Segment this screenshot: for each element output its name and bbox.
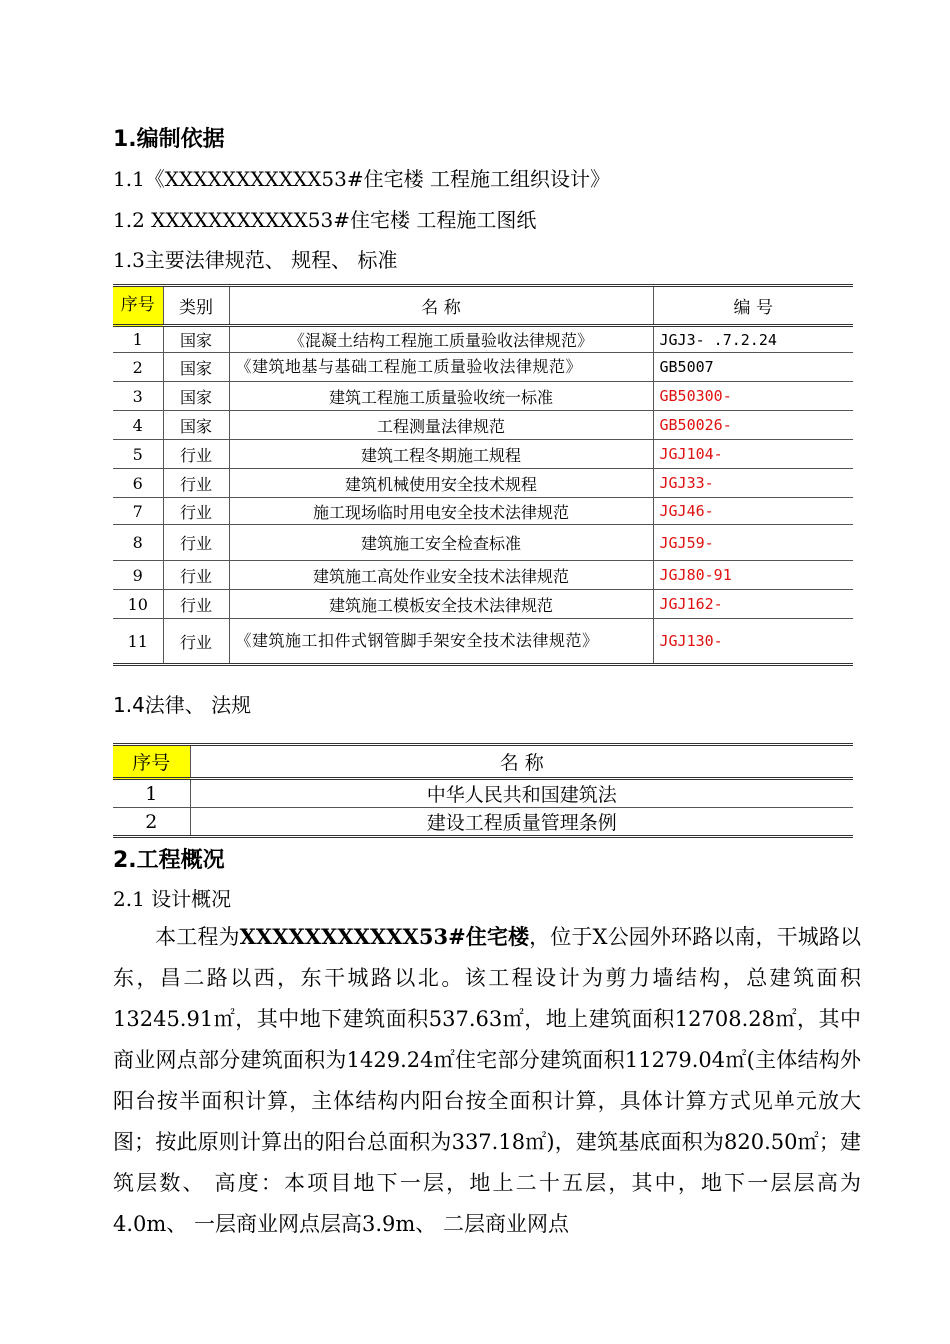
standard-code: GB50300-: [653, 382, 853, 411]
standard-name: 工程测量法律规范: [229, 411, 653, 440]
standard-name: 建筑工程冬期施工规程: [229, 440, 653, 469]
standard-code: JGJ59-: [653, 525, 853, 561]
standard-row: [113, 353, 853, 382]
standard-code: JGJ33-: [653, 469, 853, 498]
standard-category: 行业: [163, 525, 229, 561]
standard-category: 行业: [163, 590, 229, 619]
laws-table: [113, 743, 853, 838]
standard-code: JGJ3- .7.2.24: [653, 326, 853, 353]
standard-row: [113, 326, 853, 353]
standard-name: 《建筑地基与基础工程施工质量验收法律规范》: [229, 353, 653, 382]
standard-code: JGJ80-91: [653, 561, 853, 590]
standard-no: 1: [113, 326, 163, 353]
header-name: 名 称: [229, 286, 653, 326]
standard-row: [113, 469, 853, 498]
law-name: 建设工程质量管理条例: [190, 808, 853, 837]
section-title-basis: 1.编制依据: [113, 127, 225, 152]
standard-category: 国家: [163, 326, 229, 353]
standard-code: GB5007: [653, 353, 853, 382]
law-name: 中华人民共和国建筑法: [190, 779, 853, 808]
standard-no: 5: [113, 440, 163, 469]
law-no: 2: [113, 808, 190, 837]
standard-category: 行业: [163, 619, 229, 665]
project-name: XXXXXXXXXXX53#住宅楼: [239, 924, 530, 949]
standard-name: 建筑施工模板安全技术法律规范: [229, 590, 653, 619]
law-no: 1: [113, 779, 190, 808]
standard-category: 国家: [163, 382, 229, 411]
standard-no: 6: [113, 469, 163, 498]
standard-name: 《建筑施工扣件式钢管脚手架安全技术法律规范》: [229, 619, 653, 665]
standard-no: 2: [113, 353, 163, 382]
standard-row: [113, 498, 853, 525]
standard-no: 10: [113, 590, 163, 619]
laws-table-header: [113, 745, 853, 779]
standard-code: JGJ46-: [653, 498, 853, 525]
standard-name: 建筑机械使用安全技术规程: [229, 469, 653, 498]
standard-row: [113, 590, 853, 619]
standard-no: 8: [113, 525, 163, 561]
paragraph-lead: 本工程为: [155, 925, 240, 949]
standard-no: 11: [113, 619, 163, 665]
basis-item-4: 1.4法律、 法规: [113, 693, 252, 717]
standard-row: [113, 561, 853, 590]
standard-name: 施工现场临时用电安全技术法律规范: [229, 498, 653, 525]
standards-table-header: [113, 286, 853, 326]
design-overview-title: 2.1 设计概况: [113, 887, 232, 911]
law-row: [113, 808, 853, 837]
standard-category: 国家: [163, 353, 229, 382]
standard-name: 建筑施工高处作业安全技术法律规范: [229, 561, 653, 590]
standard-no: 3: [113, 382, 163, 411]
standard-code: JGJ130-: [653, 619, 853, 665]
standard-category: 行业: [163, 469, 229, 498]
basis-item-2: 1.2 XXXXXXXXXXX53#住宅楼 工程施工图纸: [113, 208, 537, 232]
standard-no: 9: [113, 561, 163, 590]
standard-name: 建筑施工安全检查标准: [229, 525, 653, 561]
standard-row: [113, 525, 853, 561]
paragraph-body: ，位于X公园外环路以南，干城路以东，昌二路以西，东干城路以北。该工程设计为剪力墙结构，总建筑面积13245.91㎡，其中地下建筑面积537.63㎡，地上建筑面积12708.28㎡，其中商业网点部分建筑面积为1429.24㎡住宅部分建筑面积11279.04㎡(主体结构外阳台按半面积计算，主体结构内阳台按全面积计算，具体计算方式见单元放大图；按此原则计算出的阳台总面积为337.18㎡)，建筑基底面积为820.50㎡；建筑层数、 高度：本项目地下一层，地上二十五层，其中，地下一层层高为4.0m、 一层商业网点层高3.9m、 二层商业网点: [113, 925, 861, 1236]
laws-header-no: 序号: [113, 745, 190, 779]
standard-name: 建筑工程施工质量验收统一标准: [229, 382, 653, 411]
standard-category: 行业: [163, 561, 229, 590]
basis-item-1: 1.1《XXXXXXXXXXX53#住宅楼 工程施工组织设计》: [113, 167, 610, 191]
header-code: 编 号: [653, 286, 853, 326]
laws-header-name: 名 称: [190, 745, 853, 779]
basis-item-3: 1.3主要法律规范、 规程、 标准: [113, 248, 398, 272]
header-category: 类别: [163, 286, 229, 326]
standard-no: 7: [113, 498, 163, 525]
standard-row: [113, 411, 853, 440]
standard-row: [113, 382, 853, 411]
standard-no: 4: [113, 411, 163, 440]
standard-category: 国家: [163, 411, 229, 440]
standard-row: [113, 440, 853, 469]
standards-table: [113, 284, 853, 666]
standard-code: JGJ162-: [653, 590, 853, 619]
standard-row: [113, 619, 853, 665]
overview-paragraph: [113, 916, 861, 1245]
standard-name: 《混凝土结构工程施工质量验收法律规范》: [229, 326, 653, 353]
section-title-overview: 2.工程概况: [113, 848, 225, 873]
law-row: [113, 779, 853, 808]
standard-code: GB50026-: [653, 411, 853, 440]
standard-category: 行业: [163, 498, 229, 525]
standard-category: 行业: [163, 440, 229, 469]
header-no: 序号: [113, 286, 163, 326]
standard-code: JGJ104-: [653, 440, 853, 469]
